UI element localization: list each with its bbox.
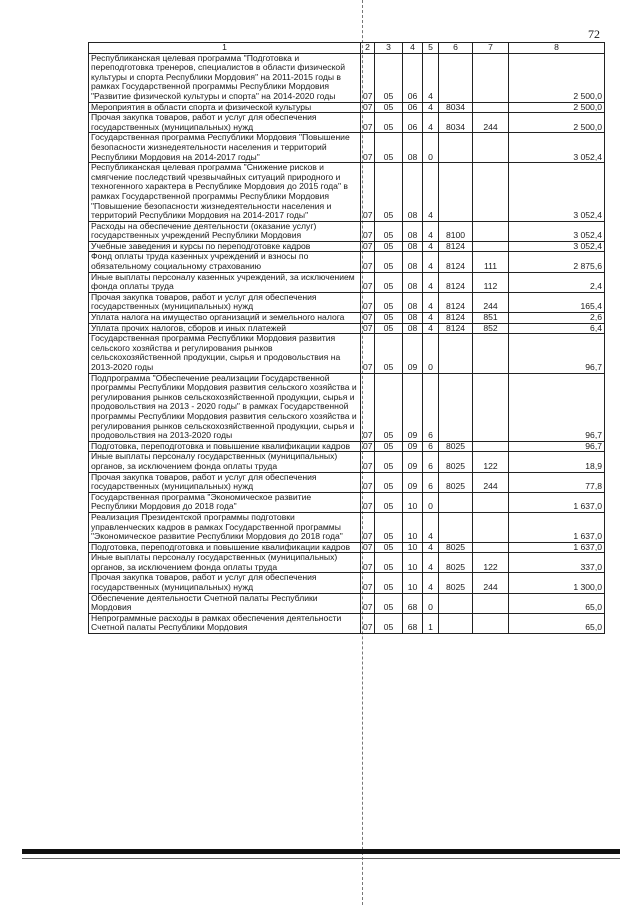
bottom-rule (22, 849, 620, 854)
code-cell: 09 (403, 472, 423, 492)
code-cell (439, 53, 473, 102)
code-cell: 07 (361, 441, 375, 452)
code-cell: 4 (423, 573, 439, 593)
code-cell: 8124 (439, 323, 473, 334)
code-cell (473, 441, 509, 452)
amount-cell: 1 300,0 (509, 573, 605, 593)
code-cell: 05 (375, 163, 403, 222)
table-row (89, 452, 605, 472)
code-cell: 0 (423, 593, 439, 613)
row-name-cell: Государственная программа Республики Мордовия "Повышение безопасности жизнедеятельности населения и территорий Республики Мордовия на 2014-2017 годы" (89, 133, 361, 163)
row-name-cell: Прочая закупка товаров, работ и услуг для обеспечения государственных (муниципальных) нужд (89, 292, 361, 312)
table-row (89, 542, 605, 553)
code-cell: 6 (423, 373, 439, 441)
code-cell: 4 (423, 241, 439, 252)
code-cell: 122 (473, 452, 509, 472)
code-cell: 07 (361, 573, 375, 593)
code-cell: 244 (473, 573, 509, 593)
code-cell: 09 (403, 441, 423, 452)
code-cell: 10 (403, 542, 423, 553)
code-cell: 10 (403, 492, 423, 512)
code-cell: 07 (361, 492, 375, 512)
page-number: 72 (588, 27, 600, 41)
code-cell (473, 492, 509, 512)
code-cell: 07 (361, 252, 375, 272)
code-cell: 07 (361, 452, 375, 472)
code-cell: 09 (403, 334, 423, 373)
code-cell (439, 613, 473, 633)
code-cell (473, 593, 509, 613)
code-cell: 8034 (439, 102, 473, 113)
code-cell: 09 (403, 373, 423, 441)
amount-cell: 2,6 (509, 313, 605, 324)
code-cell: 8025 (439, 452, 473, 472)
amount-cell: 96,7 (509, 334, 605, 373)
code-cell: 07 (361, 133, 375, 163)
table-row (89, 313, 605, 324)
code-cell: 05 (375, 492, 403, 512)
code-cell: 05 (375, 441, 403, 452)
code-cell: 8025 (439, 472, 473, 492)
code-cell: 8124 (439, 241, 473, 252)
code-cell: 852 (473, 323, 509, 334)
code-cell: 1 (423, 613, 439, 633)
amount-cell: 96,7 (509, 373, 605, 441)
code-cell: 07 (361, 593, 375, 613)
code-cell (473, 133, 509, 163)
amount-cell: 3 052,4 (509, 241, 605, 252)
code-cell: 4 (423, 323, 439, 334)
table-row (89, 573, 605, 593)
code-cell: 07 (361, 102, 375, 113)
code-cell: 07 (361, 113, 375, 133)
code-cell: 8025 (439, 542, 473, 553)
code-cell: 05 (375, 613, 403, 633)
table-row (89, 53, 605, 102)
code-cell: 07 (361, 221, 375, 241)
code-cell: 05 (375, 272, 403, 292)
code-cell: 8100 (439, 221, 473, 241)
code-cell: 05 (375, 323, 403, 334)
table-body (89, 53, 605, 633)
code-cell: 0 (423, 334, 439, 373)
code-cell: 05 (375, 133, 403, 163)
code-cell: 4 (423, 313, 439, 324)
table-row (89, 492, 605, 512)
code-cell: 05 (375, 553, 403, 573)
code-cell: 08 (403, 241, 423, 252)
code-cell: 111 (473, 252, 509, 272)
code-cell: 4 (423, 163, 439, 222)
code-cell: 05 (375, 373, 403, 441)
code-cell: 8025 (439, 441, 473, 452)
code-cell: 4 (423, 542, 439, 553)
row-name-cell: Государственная программа "Экономическое развитие Республики Мордовия до 2018 года" (89, 492, 361, 512)
table-row (89, 163, 605, 222)
code-cell: 68 (403, 593, 423, 613)
code-cell: 07 (361, 272, 375, 292)
code-cell: 07 (361, 542, 375, 553)
code-cell: 4 (423, 553, 439, 573)
code-cell (473, 512, 509, 542)
code-cell (473, 241, 509, 252)
row-name-cell: Иные выплаты персоналу казенных учреждений, за исключением фонда оплаты труда (89, 272, 361, 292)
code-cell: 06 (403, 102, 423, 113)
amount-cell: 65,0 (509, 613, 605, 633)
code-cell: 6 (423, 441, 439, 452)
code-cell: 05 (375, 102, 403, 113)
amount-cell: 337,0 (509, 553, 605, 573)
code-cell: 6 (423, 472, 439, 492)
row-name-cell: Подпрограмма "Обеспечение реализации Государственной программы Республики Мордовия развития сельского хозяйства и регулирования рынков сельскохозяйственной продукции, сырья и продовольствия на 2013 - 2020 годы" в рамках Государственной программы Республики Мордовия развития сельского хозяйства и регулирования рынков сельскохозяйственной продукции, сырья и продовольствия на 2013-2020 годы (89, 373, 361, 441)
code-cell: 09 (403, 452, 423, 472)
amount-cell: 96,7 (509, 441, 605, 452)
row-name-cell: Фонд оплаты труда казенных учреждений и взносы по обязательному социальному страхованию (89, 252, 361, 272)
code-cell: 4 (423, 53, 439, 102)
code-cell: 07 (361, 373, 375, 441)
code-cell (439, 373, 473, 441)
row-name-cell: Мероприятия в области спорта и физической культуры (89, 102, 361, 113)
code-cell (439, 492, 473, 512)
code-cell (473, 613, 509, 633)
amount-cell: 2 500,0 (509, 113, 605, 133)
code-cell: 08 (403, 313, 423, 324)
table-row (89, 593, 605, 613)
code-cell (473, 102, 509, 113)
amount-cell: 3 052,4 (509, 221, 605, 241)
code-cell: 0 (423, 492, 439, 512)
amount-cell: 2 875,6 (509, 252, 605, 272)
code-cell: 4 (423, 113, 439, 133)
code-cell: 112 (473, 272, 509, 292)
table-row (89, 241, 605, 252)
code-cell: 05 (375, 542, 403, 553)
amount-cell: 65,0 (509, 593, 605, 613)
code-cell: 07 (361, 472, 375, 492)
amount-cell: 2 500,0 (509, 102, 605, 113)
code-cell: 8124 (439, 272, 473, 292)
code-cell (439, 334, 473, 373)
code-cell (439, 163, 473, 222)
code-cell: 244 (473, 113, 509, 133)
code-cell: 07 (361, 313, 375, 324)
code-cell: 05 (375, 221, 403, 241)
row-name-cell: Уплата прочих налогов, сборов и иных платежей (89, 323, 361, 334)
table-row (89, 512, 605, 542)
row-name-cell: Обеспечение деятельности Счетной палаты Республики Мордовия (89, 593, 361, 613)
code-cell: 122 (473, 553, 509, 573)
code-cell: 4 (423, 221, 439, 241)
code-cell: 4 (423, 252, 439, 272)
table-row (89, 133, 605, 163)
code-cell: 05 (375, 512, 403, 542)
code-cell: 08 (403, 163, 423, 222)
code-cell: 244 (473, 292, 509, 312)
amount-cell: 1 637,0 (509, 492, 605, 512)
code-cell: 05 (375, 452, 403, 472)
budget-table (88, 42, 605, 634)
code-cell: 08 (403, 221, 423, 241)
header-row (89, 43, 605, 54)
amount-cell: 3 052,4 (509, 163, 605, 222)
code-cell (439, 593, 473, 613)
table-row (89, 553, 605, 573)
code-cell: 244 (473, 472, 509, 492)
column-header: 6 (439, 43, 473, 54)
row-name-cell: Расходы на обеспечение деятельности (оказание услуг) государственных учреждений Республики Мордовия (89, 221, 361, 241)
table-row (89, 252, 605, 272)
code-cell: 6 (423, 452, 439, 472)
code-cell: 8025 (439, 573, 473, 593)
code-cell: 08 (403, 323, 423, 334)
code-cell (473, 53, 509, 102)
code-cell: 07 (361, 512, 375, 542)
table-row (89, 323, 605, 334)
code-cell: 07 (361, 292, 375, 312)
code-cell: 8025 (439, 553, 473, 573)
amount-cell: 77,8 (509, 472, 605, 492)
row-name-cell: Иные выплаты персоналу государственных (муниципальных) органов, за исключением фонда оплаты труда (89, 553, 361, 573)
code-cell: 05 (375, 313, 403, 324)
table-row (89, 373, 605, 441)
code-cell: 05 (375, 252, 403, 272)
row-name-cell: Учебные заведения и курсы по переподготовке кадров (89, 241, 361, 252)
code-cell (439, 133, 473, 163)
code-cell (473, 373, 509, 441)
row-name-cell: Уплата налога на имущество организаций и земельного налога (89, 313, 361, 324)
row-name-cell: Государственная программа Республики Мордовия развития сельского хозяйства и регулирования рынков сельскохозяйственной продукции, сырья и продовольствия на 2013-2020 годы (89, 334, 361, 373)
code-cell: 08 (403, 252, 423, 272)
amount-cell: 1 637,0 (509, 512, 605, 542)
column-header: 1 (89, 43, 361, 54)
column-header: 8 (509, 43, 605, 54)
amount-cell: 2,4 (509, 272, 605, 292)
table-row (89, 102, 605, 113)
code-cell: 8124 (439, 292, 473, 312)
code-cell: 10 (403, 512, 423, 542)
code-cell: 05 (375, 573, 403, 593)
row-name-cell: Республиканская целевая программа "Снижение рисков и смягчение последствий чрезвычайных ситуаций природного и техногенного характера в Республике Мордовия до 2015 года" в рамках Государственной программы Республики Мордовия "Повышение безопасности жизнедеятельности населения и территорий Республики Мордовия на 2014-2017 годы" (89, 163, 361, 222)
table-row (89, 613, 605, 633)
code-cell: 4 (423, 292, 439, 312)
code-cell: 07 (361, 163, 375, 222)
code-cell: 10 (403, 573, 423, 593)
row-name-cell: Иные выплаты персоналу государственных (муниципальных) органов, за исключением фонда оплаты труда (89, 452, 361, 472)
code-cell (473, 542, 509, 553)
code-cell: 8124 (439, 313, 473, 324)
code-cell: 4 (423, 102, 439, 113)
code-cell: 10 (403, 553, 423, 573)
table-row (89, 292, 605, 312)
code-cell: 07 (361, 334, 375, 373)
code-cell: 05 (375, 292, 403, 312)
code-cell: 0 (423, 133, 439, 163)
row-name-cell: Прочая закупка товаров, работ и услуг для обеспечения государственных (муниципальных) нужд (89, 113, 361, 133)
code-cell: 07 (361, 323, 375, 334)
table-row (89, 472, 605, 492)
row-name-cell: Республиканская целевая программа "Подготовка и переподготовка тренеров, специалистов в области физической культуры и спорта Республики Мордовия" на 2011-2015 годы в рамках Государственной программы Республики Мордовия "Развитие физической культуры и спорта" на 2014-2020 годы (89, 53, 361, 102)
table-row (89, 272, 605, 292)
amount-cell: 1 637,0 (509, 542, 605, 553)
column-header: 7 (473, 43, 509, 54)
code-cell: 05 (375, 241, 403, 252)
code-cell: 05 (375, 334, 403, 373)
code-cell (473, 221, 509, 241)
row-name-cell: Реализация Президентской программы подготовки управленческих кадров в рамках Государственной программы "Экономическое развитие Республики Мордовия до 2018 года" (89, 512, 361, 542)
code-cell: 07 (361, 553, 375, 573)
table-row (89, 221, 605, 241)
column-header: 2 (361, 43, 375, 54)
code-cell (473, 163, 509, 222)
row-name-cell: Прочая закупка товаров, работ и услуг для обеспечения государственных (муниципальных) нужд (89, 573, 361, 593)
code-cell: 851 (473, 313, 509, 324)
amount-cell: 2 500,0 (509, 53, 605, 102)
column-header: 3 (375, 43, 403, 54)
code-cell (473, 334, 509, 373)
code-cell: 05 (375, 53, 403, 102)
code-cell: 07 (361, 613, 375, 633)
code-cell: 06 (403, 113, 423, 133)
code-cell: 06 (403, 53, 423, 102)
column-header: 5 (423, 43, 439, 54)
table-row (89, 334, 605, 373)
code-cell: 08 (403, 292, 423, 312)
amount-cell: 18,9 (509, 452, 605, 472)
row-name-cell: Подготовка, переподготовка и повышение квалификации кадров (89, 441, 361, 452)
code-cell: 05 (375, 113, 403, 133)
code-cell: 8034 (439, 113, 473, 133)
table-row (89, 113, 605, 133)
code-cell: 05 (375, 593, 403, 613)
code-cell: 4 (423, 512, 439, 542)
code-cell: 4 (423, 272, 439, 292)
code-cell: 05 (375, 472, 403, 492)
row-name-cell: Прочая закупка товаров, работ и услуг для обеспечения государственных (муниципальных) нужд (89, 472, 361, 492)
code-cell: 07 (361, 53, 375, 102)
table-row (89, 441, 605, 452)
code-cell: 07 (361, 241, 375, 252)
code-cell: 68 (403, 613, 423, 633)
code-cell: 08 (403, 272, 423, 292)
amount-cell: 165,4 (509, 292, 605, 312)
row-name-cell: Подготовка, переподготовка и повышение квалификации кадров (89, 542, 361, 553)
bottom-rule-thin (22, 858, 620, 859)
code-cell: 8124 (439, 252, 473, 272)
column-header: 4 (403, 43, 423, 54)
code-cell (439, 512, 473, 542)
row-name-cell: Непрограммные расходы в рамках обеспечения деятельности Счетной палаты Республики Мордовия (89, 613, 361, 633)
amount-cell: 6,4 (509, 323, 605, 334)
amount-cell: 3 052,4 (509, 133, 605, 163)
code-cell: 08 (403, 133, 423, 163)
